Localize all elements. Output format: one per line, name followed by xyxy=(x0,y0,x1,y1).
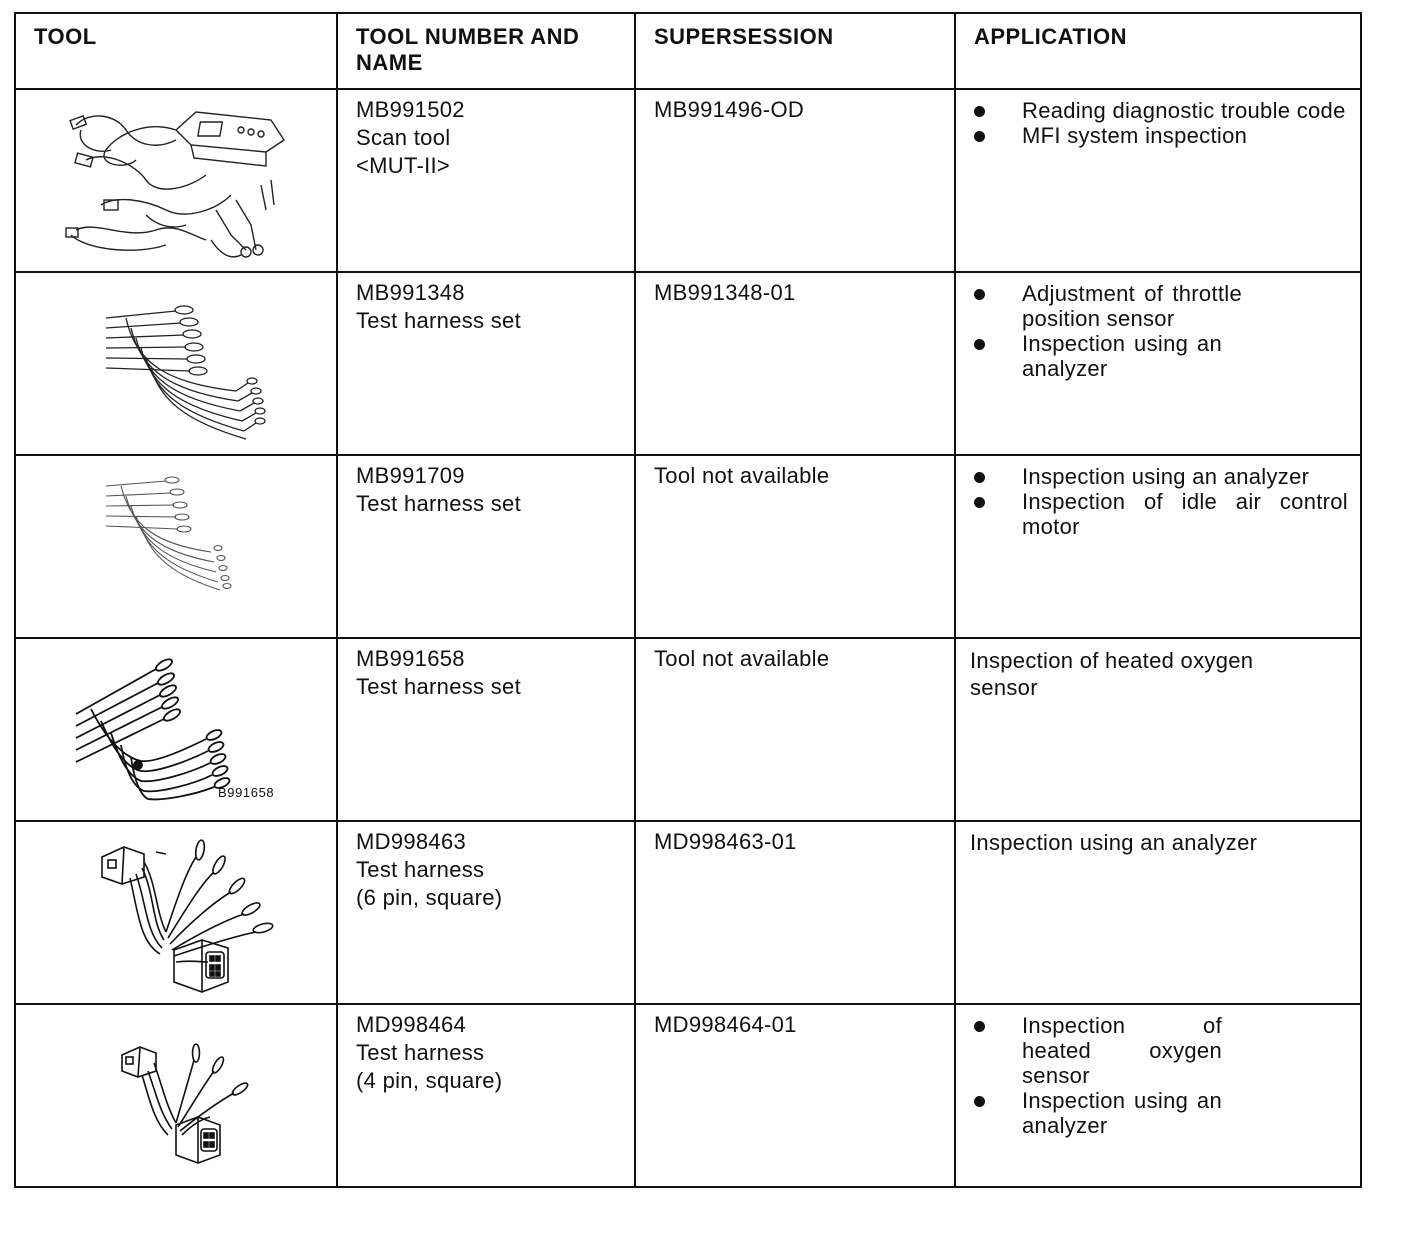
supersession-value: MB991348-01 xyxy=(654,280,796,305)
list-item: MFI system inspection xyxy=(970,123,1348,148)
supersession-value: MD998463-01 xyxy=(654,829,797,854)
application-cell xyxy=(955,272,1361,455)
tool-number-cell xyxy=(337,638,635,821)
special-tools-table xyxy=(14,12,1362,1188)
application-list xyxy=(970,98,1348,148)
tool-number-cell xyxy=(337,455,635,638)
application-cell xyxy=(955,638,1361,821)
list-item: Inspection using an analyzer xyxy=(970,1088,1222,1138)
test-harness-connector-illustration xyxy=(16,822,336,1003)
test-harness-set-illustration xyxy=(16,273,336,454)
tool-image-cell xyxy=(15,638,337,821)
tool-number: MD998463 xyxy=(356,829,467,854)
header-supersession: SUPERSESSION xyxy=(635,13,955,89)
list-item: Inspection using an analyzer xyxy=(970,331,1222,381)
list-item: Reading diagnostic trouble code xyxy=(970,98,1348,123)
tool-name: Test harness set xyxy=(356,491,521,516)
application-text: Inspection using an analyzer xyxy=(970,830,1258,855)
tool-number-cell xyxy=(337,89,635,272)
list-item: Inspection of idle air control motor xyxy=(970,489,1348,539)
application-list xyxy=(970,464,1348,539)
supersession-cell xyxy=(635,821,955,1004)
supersession-value: MB991496-OD xyxy=(654,97,805,122)
supersession-cell xyxy=(635,638,955,821)
application-cell xyxy=(955,1004,1361,1187)
table-row xyxy=(15,455,1361,638)
tool-name: Test harness xyxy=(356,1040,485,1065)
tool-image-cell xyxy=(15,821,337,1004)
application-cell xyxy=(955,455,1361,638)
table-row xyxy=(15,821,1361,1004)
tool-image-cell xyxy=(15,272,337,455)
list-item: Adjustment of throttle position sensor xyxy=(970,281,1242,331)
tool-name: Scan tool <MUT-II> xyxy=(356,125,451,178)
tool-number: MB991658 xyxy=(356,646,465,671)
supersession-value: Tool not available xyxy=(654,463,830,488)
application-list xyxy=(970,1013,1348,1138)
tool-number: MD998464 xyxy=(356,1012,467,1037)
table-row xyxy=(15,1004,1361,1187)
supersession-cell xyxy=(635,1004,955,1187)
supersession-cell xyxy=(635,272,955,455)
figure-label: B991658 xyxy=(218,785,275,800)
application-cell xyxy=(955,821,1361,1004)
header-tool: TOOL xyxy=(15,13,337,89)
tool-number: MB991502 xyxy=(356,97,465,122)
header-tool-number-and-name: TOOL NUMBER AND NAME xyxy=(337,13,635,89)
tool-number: MB991348 xyxy=(356,280,465,305)
test-harness-set-illustration xyxy=(16,639,336,820)
tool-image-cell xyxy=(15,89,337,272)
scan-tool-illustration xyxy=(16,90,336,271)
table-row xyxy=(15,638,1361,821)
test-harness-set-illustration xyxy=(16,456,336,637)
tool-name: Test harness set xyxy=(356,308,521,333)
table-row xyxy=(15,272,1361,455)
list-item: Inspection using an analyzer xyxy=(970,464,1348,489)
supersession-cell xyxy=(635,455,955,638)
supersession-cell xyxy=(635,89,955,272)
header-row xyxy=(15,13,1361,89)
table-row xyxy=(15,89,1361,272)
tool-image-cell xyxy=(15,1004,337,1187)
tool-name-detail: (6 pin, square) xyxy=(356,885,503,910)
tool-name: Test harness set xyxy=(356,674,521,699)
tool-number-cell xyxy=(337,1004,635,1187)
test-harness-connector-illustration xyxy=(16,1005,336,1186)
supersession-value: Tool not available xyxy=(654,646,830,671)
tool-image-cell xyxy=(15,455,337,638)
tool-name-detail: (4 pin, square) xyxy=(356,1068,503,1093)
application-list xyxy=(970,281,1348,381)
header-application: APPLICATION xyxy=(955,13,1361,89)
list-item: Inspection of heated oxygen sensor xyxy=(970,1013,1222,1088)
tool-name: Test harness xyxy=(356,857,485,882)
tool-number: MB991709 xyxy=(356,463,465,488)
application-text: Inspection of heated oxygen sensor xyxy=(970,648,1254,700)
application-cell xyxy=(955,89,1361,272)
supersession-value: MD998464-01 xyxy=(654,1012,797,1037)
tool-number-cell xyxy=(337,272,635,455)
tool-number-cell xyxy=(337,821,635,1004)
